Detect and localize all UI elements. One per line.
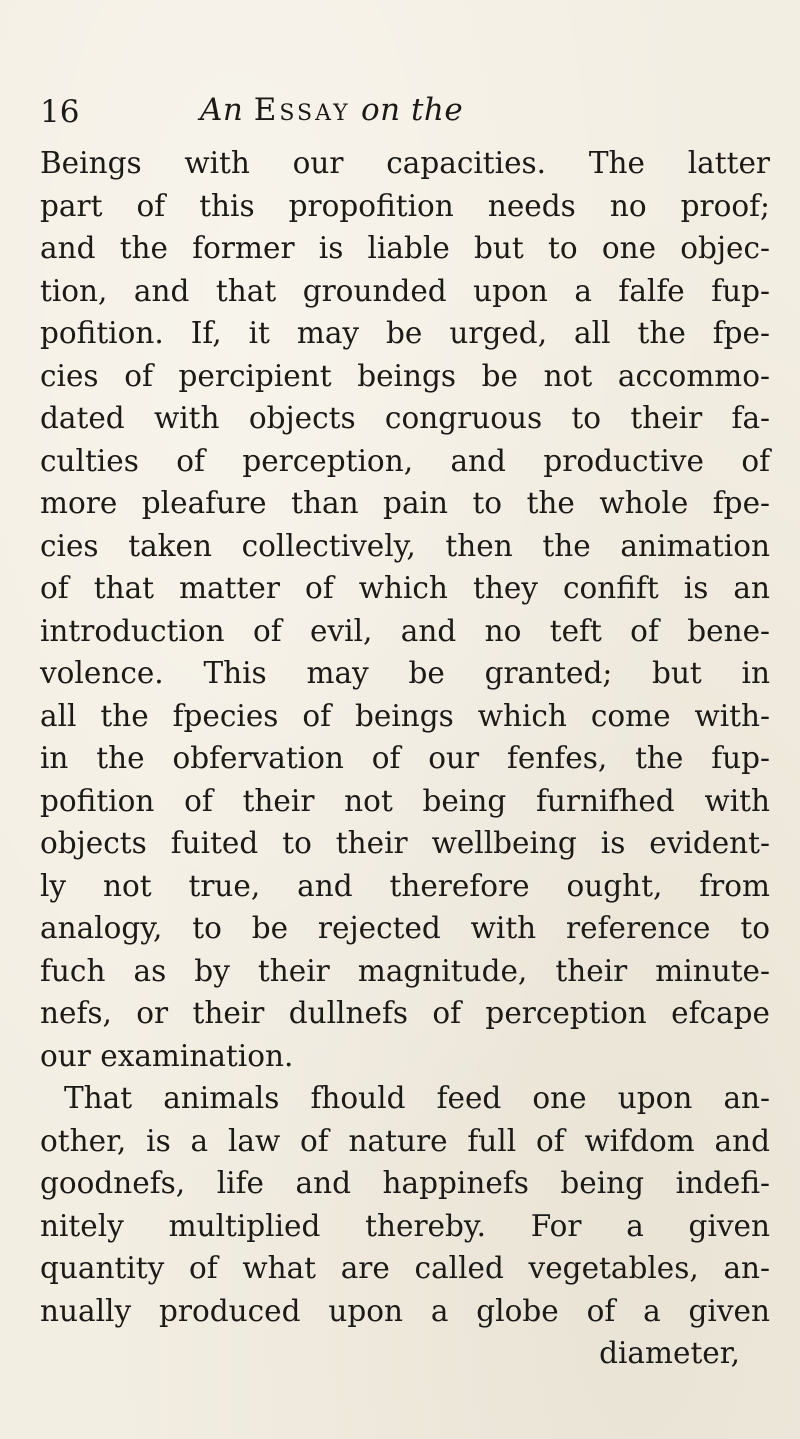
text-line: pofition of their not being furnifhed with [40, 783, 770, 818]
running-title-on-the: on the [360, 92, 464, 128]
text-line: goodnefs, life and happinefs being indefi- [40, 1166, 770, 1200]
text-line: cies of percipient beings be not accommo- [40, 358, 770, 393]
text-line: nitely multiplied thereby. For a given [40, 1208, 770, 1243]
text-line: objects fuited to their wellbeing is evident- [40, 826, 770, 860]
text-line: Beings with our capacities. The latter [40, 146, 770, 180]
running-title-essay: Essay [253, 92, 351, 128]
body-text [40, 142, 770, 1375]
running-head [40, 92, 760, 132]
text-line: in the obfervation of our fenfes, the fup- [40, 741, 770, 775]
text-line: pofition. If, it may be urged, all the fpe- [40, 316, 770, 350]
text-line: all the fpecies of beings which come with- [40, 698, 770, 733]
paragraph-start-line: That animals fhould feed one upon an- [64, 1081, 770, 1115]
text-line: volence. This may be granted; but in [40, 656, 770, 690]
paragraph-end-line: our examination. [40, 1038, 294, 1073]
text-line: culties of perception, and productive of [40, 443, 770, 478]
running-title [200, 92, 463, 128]
text-line: ly not true, and therefore ought, from [40, 868, 770, 903]
text-line: quantity of what are called vegetables, an- [40, 1251, 770, 1285]
text-line: other, is a law of nature full of wifdom and [40, 1123, 770, 1158]
text-line: of that matter of which they confift is an [40, 571, 770, 605]
text-line: and the former is liable but to one objec- [40, 231, 770, 265]
text-line: cies taken collectively, then the animation [40, 528, 770, 563]
text-line: dated with objects congruous to their fa- [40, 401, 770, 435]
text-line: analogy, to be rejected with reference to [40, 911, 770, 945]
running-title-an: An [200, 92, 244, 128]
text-line: introduction of evil, and no teft of bene- [40, 613, 770, 648]
text-line: tion, and that grounded upon a falfe fup- [40, 273, 770, 308]
page-number: 16 [40, 94, 80, 130]
text-line: more pleafure than pain to the whole fpe- [40, 486, 770, 520]
text-line: fuch as by their magnitude, their minute- [40, 953, 770, 988]
text-line: nefs, or their dullnefs of perception efcape [40, 996, 770, 1030]
catchword: diameter, [599, 1336, 740, 1370]
text-line: part of this propofition needs no proof; [40, 188, 770, 223]
text-line: nually produced upon a globe of a given [40, 1293, 770, 1328]
